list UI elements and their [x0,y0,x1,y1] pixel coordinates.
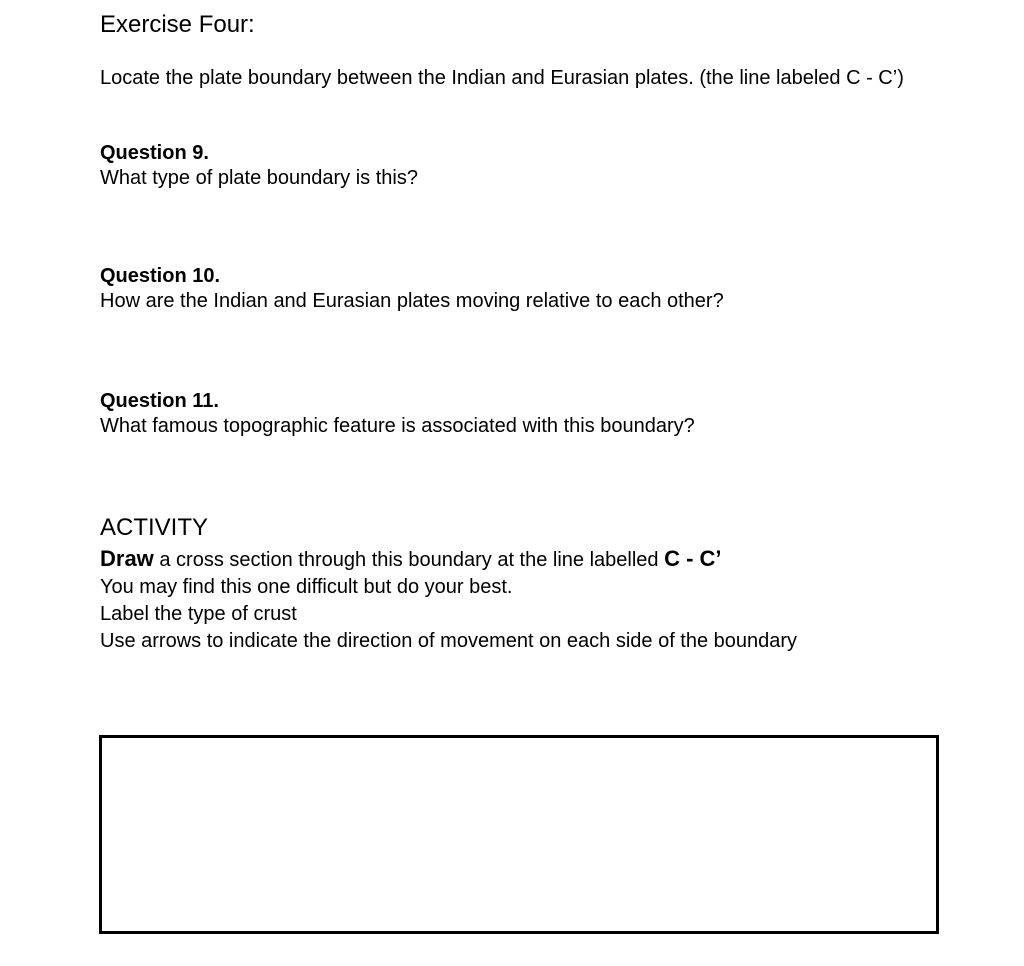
question-10-label: Question 10. [100,265,221,287]
activity-line-crust: Label the type of crust [100,603,297,625]
activity-draw-instruction [100,546,722,572]
question-10-text: How are the Indian and Eurasian plates moving relative to each other? [100,290,724,312]
draw-word: Draw [100,546,154,571]
activity-title: ACTIVITY [100,514,209,541]
draw-text: a cross section through this boundary at the line labelled [153,549,665,571]
exercise-intro: Locate the plate boundary between the Indian and Eurasian plates. (the line labeled C - C’) [100,67,904,89]
question-11-label: Question 11. [100,390,219,412]
question-9-text: What type of plate boundary is this? [100,167,418,189]
question-11-text: What famous topographic feature is associated with this boundary? [100,415,695,437]
activity-line-difficulty: You may find this one difficult but do your best. [100,576,513,598]
line-label: C - C’ [664,546,722,571]
activity-line-arrows: Use arrows to indicate the direction of movement on each side of the boundary [100,630,798,652]
question-9-label: Question 9. [100,142,209,164]
exercise-heading: Exercise Four: [100,11,255,38]
drawing-answer-box [99,735,939,934]
